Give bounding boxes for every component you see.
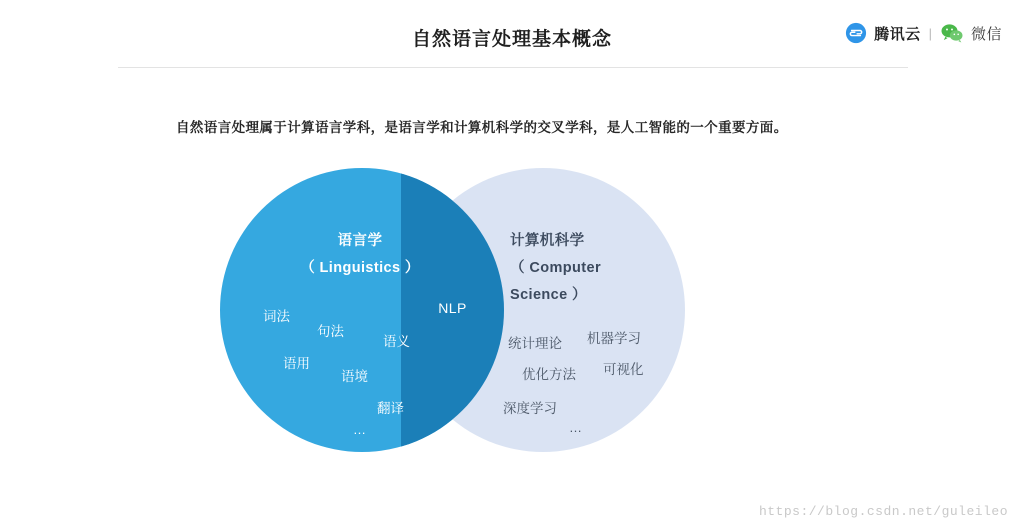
- venn-label-cs-cn: 计算机科学: [510, 233, 585, 249]
- header-divider: [118, 67, 908, 68]
- venn-diagram: [205, 160, 805, 470]
- slide-header: [0, 0, 1024, 68]
- brand-divider: |: [928, 25, 932, 41]
- wechat-label: 微信: [970, 25, 1002, 43]
- term-left: 翻译: [377, 401, 404, 416]
- venn-label-cs-en-2: Science ）: [510, 287, 587, 303]
- tencent-cloud-icon: [845, 22, 867, 44]
- term-right: 统计理论: [508, 336, 562, 351]
- term-right: 机器学习: [587, 331, 641, 346]
- term-right: 可视化: [603, 362, 644, 377]
- brand-name: 腾讯云: [874, 25, 921, 43]
- venn-label-linguistics-en: （ Linguistics ）: [300, 260, 420, 276]
- term-left-ellipsis: …: [353, 422, 366, 437]
- watermark: https://blog.csdn.net/guleileo: [758, 504, 1008, 519]
- venn-label-computer-science: [510, 228, 690, 309]
- page-title: 自然语言处理基本概念: [411, 29, 612, 50]
- wechat-logo-icon: [940, 23, 964, 43]
- term-right: 优化方法: [522, 367, 576, 382]
- venn-label-linguistics: [265, 228, 455, 282]
- term-left: 词法: [263, 309, 290, 324]
- brand-cluster: [845, 20, 1002, 46]
- term-left: 语境: [341, 369, 368, 384]
- term-right: 深度学习: [503, 401, 557, 416]
- term-left: 语义: [383, 334, 410, 349]
- venn-label-cs-en-1: （ Computer: [510, 260, 601, 276]
- term-left: 语用: [283, 356, 310, 371]
- venn-label-linguistics-cn: 语言学: [337, 233, 383, 249]
- venn-label-nlp: NLP: [438, 300, 467, 316]
- lead-sentence: 自然语言处理属于计算语言学科，是语言学和计算机科学的交叉学科，是人工智能的一个重要方面。: [176, 120, 788, 135]
- term-left: 句法: [317, 324, 344, 339]
- term-right-ellipsis: …: [569, 420, 582, 435]
